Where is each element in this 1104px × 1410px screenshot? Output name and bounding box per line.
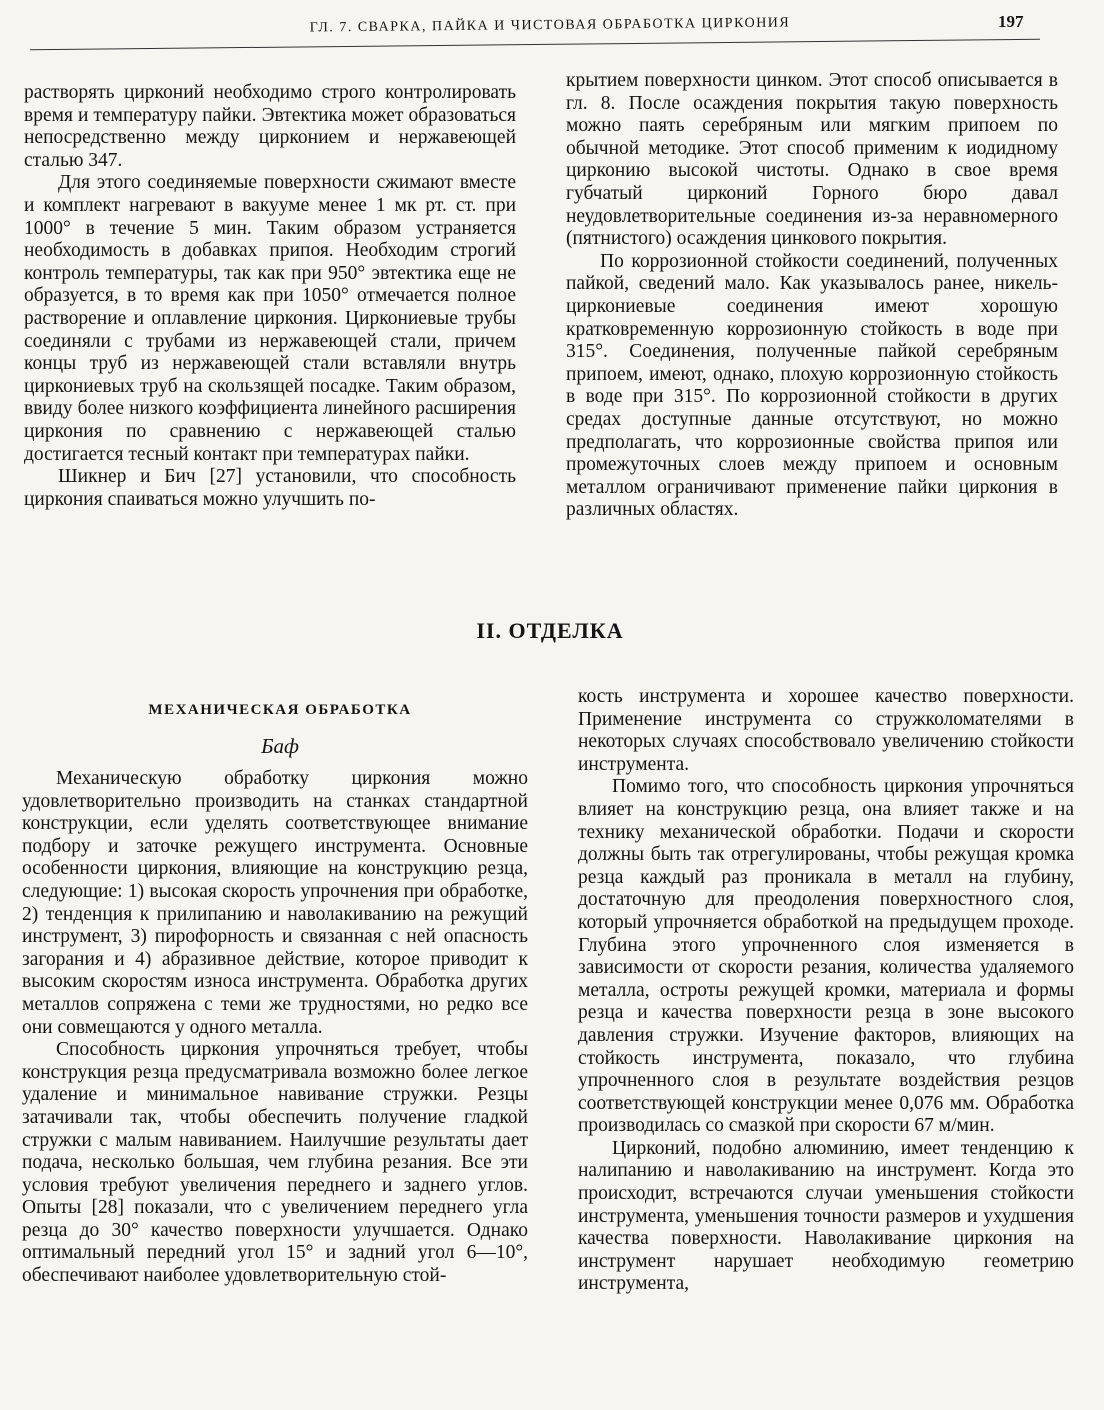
top-right-column bbox=[566, 70, 1058, 522]
subsection-title: МЕХАНИЧЕСКАЯ ОБРАБОТКА bbox=[148, 702, 412, 718]
bottom-right-column bbox=[578, 686, 1074, 1296]
paragraph: Шикнер и Бич [27] установили, что способность циркония спаиваться можно улучшить по- bbox=[24, 466, 516, 510]
paragraph: По коррозионной стойкости соединений, полученных пайкой, сведений мало. Как указывалось ранее, никель-циркониевые соединения имеют хорошую кратковременную коррозионную стойкость в воде при 315°. Соединения, полученные пайкой серебряным припоем, имеют, однако, плохую коррозионную стойкость в воде при 315°. По коррозионной стойкости в других средах доступные данные отсутствуют, но можно предполагать, что коррозионные свойства припоя или промежуточных слоев между припоем и основным металлом ограничивают применение пайки циркония в различных областях. bbox=[566, 250, 1058, 521]
section-title: II. ОТДЕЛКА bbox=[476, 618, 624, 643]
running-title: ГЛ. 7. СВАРКА, ПАЙКА И ЧИСТОВАЯ ОБРАБОТКА ЦИРКОНИЯ bbox=[309, 15, 791, 36]
paragraph: Помимо того, что способность циркония упрочняться влияет на конструкцию резца, она влияет также и на технику механической обработки. Подачи и скорости должны быть так отрегулированы, чтобы режущая кромка резца каждый раз проникала в металл на глубину, достаточную для преодоления поверхностного слоя, который упрочняется обработкой на предыдущем проходе. Глубина этого упрочненного слоя изменяется в зависимости от скорости резания, количества удаляемого металла, остроты режущей кромки, материала и формы резца и качества поверхности резца в зоне высокого давления стружки. Изучение факторов, влияющих на стойкость инструмента, показало, что глубина упрочненного слоя в результате воздействия резцов соответствующей конструкции менее 0,076 мм. Обработка производилась со смазкой при скорости 67 м/мин. bbox=[578, 776, 1074, 1137]
bottom-left-column bbox=[22, 768, 528, 1288]
paragraph: кость инструмента и хорошее качество поверхности. Применение инструмента со стружколомателями в некоторых случаях способствовало увеличению стойкости инструмента. bbox=[578, 686, 1074, 775]
top-left-column bbox=[24, 82, 516, 511]
paragraph: Цирконий, подобно алюминию, имеет тенденцию к налипанию и наволакиванию на инструмент. Когда это происходит, встречаются случаи уменьшения стойкости инструмента, уменьшения точности размеров и ухудшения качества поверхности. Наволакивание циркония на инструмент нарушает необходимую геометрию инструмента, bbox=[578, 1137, 1074, 1295]
paragraph: крытием поверхности цинком. Этот способ описывается в гл. 8. После осаждения покрытия такую поверхность можно паять серебряным или мягким припоем по обычной методике. Этот способ применим к иодидному цирконию высокой чистоты. Однако в свое время губчатый цирконий Горного бюро давал неудовлетворительные соединения из-за неравномерного (пятнистого) осаждения цинкового покрытия. bbox=[566, 70, 1058, 250]
paragraph: Для этого соединяемые поверхности сжимают вместе и комплект нагревают в вакууме менее 1 мк рт. ст. при 1000° в течение 5 мин. Таким образом устраняется необходимость в добавках припоя. Необходим строгий контроль температуры, так как при 950° эвтектика еще не образуется, в то время как при 1050° отмечается полное растворение и оплавление циркония. Циркониевые трубы соединяли с трубами из нержавеющей стали, причем концы труб из нержавеющей стали вставляли внутрь циркониевых труб на скользящей посадке. Таким образом, ввиду более низкого коэффициента линейного расширения циркония по сравнению с нержавеющей сталью достигается тесный контакт при температурах пайки. bbox=[24, 172, 516, 465]
paragraph: Способность циркония упрочняться требует, чтобы конструкция резца предусматривала возможно более легкое удаление и минимальное навивание стружки. Резцы затачивали так, чтобы обеспечить получение гладкой стружки с малым навиванием. Наилучшие результаты дает подача, несколько большая, чем глубина резания. Все эти условия требуют увеличения переднего и заднего углов. Опыты [28] показали, что с увеличением переднего угла резца до 30° качество поверхности улучшается. Однако оптимальный передний угол 15° и задний угол 6—10°, обеспечивают наиболее удовлетворительную стой- bbox=[22, 1039, 528, 1287]
paragraph: растворять цирконий необходимо строго контролировать время и температуру пайки. Эвтектика может образоваться непосредственно между цирконием и нержавеющей сталью 347. bbox=[24, 82, 516, 171]
author-name: Баф bbox=[261, 734, 299, 758]
page-number: 197 bbox=[998, 12, 1024, 31]
header-rule bbox=[30, 39, 1040, 51]
paragraph: Механическую обработку циркония можно удовлетворительно производить на станках стандартной конструкции, если уделять соответствующее внимание подбору и заточке режущего инструмента. Основные особенности циркония, влияющие на конструкцию резца, следующие: 1) высокая скорость упрочнения при обработке, 2) тенденция к прилипанию и наволакиванию на режущий инструмент, 3) пирофорность и связанная с ней опасность загорания и 4) абразивное действие, которое приводит к высоким скоростям износа инструмента. Обработка других металлов сопряжена с теми же трудностями, но редко все они совмещаются у одного металла. bbox=[22, 768, 528, 1038]
